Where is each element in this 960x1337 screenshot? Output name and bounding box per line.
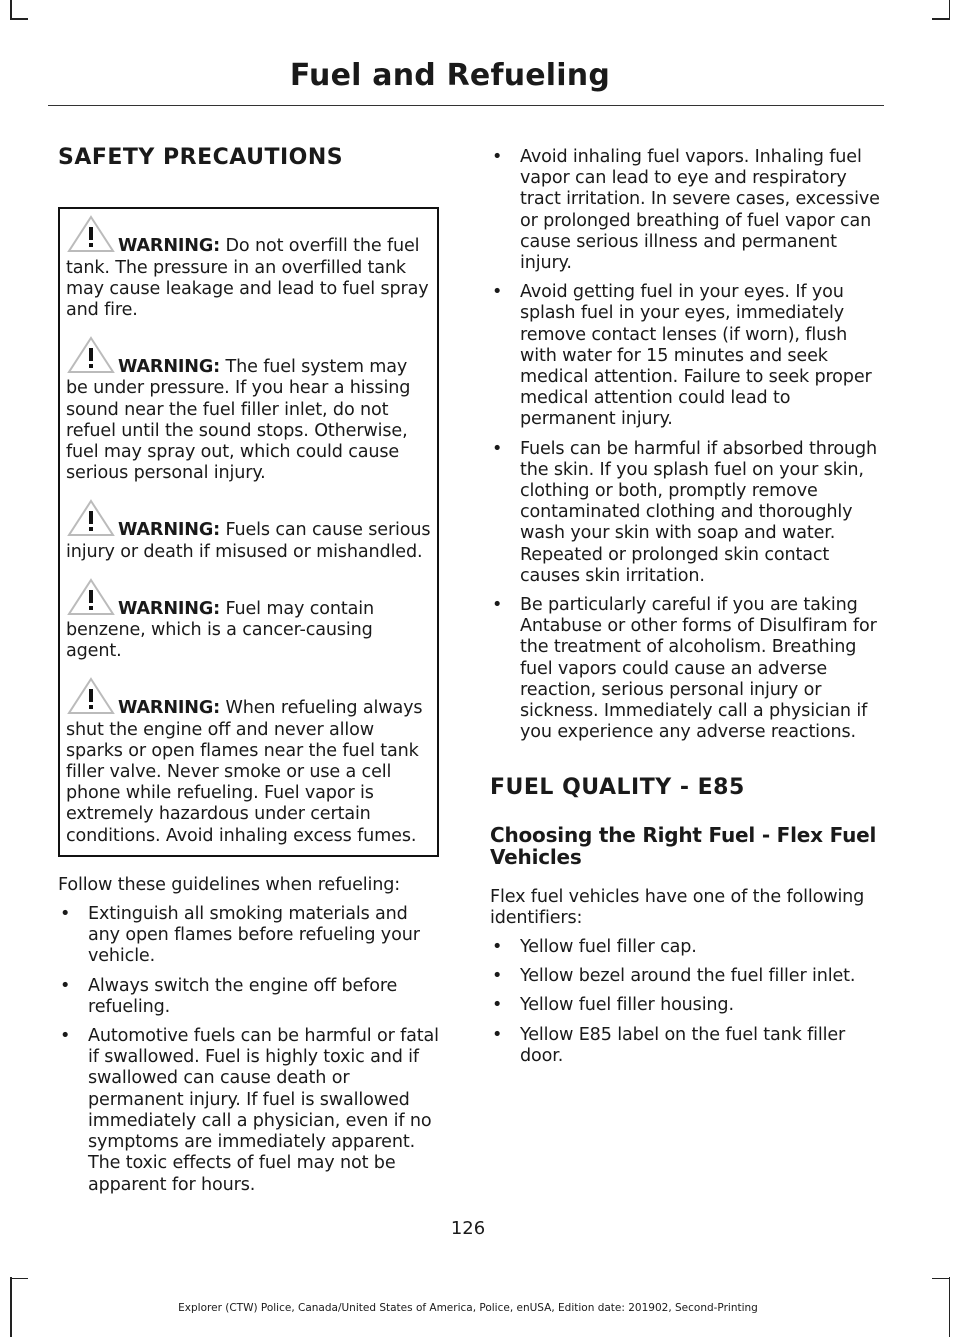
guidelines-intro: Follow these guidelines when refueling: (58, 874, 401, 895)
subsection-heading: Choosing the Right Fuel - Flex Fuel Vehicles (490, 822, 877, 870)
warning-body: The fuel system may be under pressure. If you hear a hissing sound near the fuel filler inlet, do not refuel until the sound stops. Otherwise, fuel may spray out, which could cause serious personal injury. (66, 357, 411, 484)
list-item (490, 1025, 888, 1067)
list-item (490, 937, 888, 958)
warning-item (66, 357, 431, 484)
list-item (490, 439, 888, 587)
list-item (490, 147, 888, 274)
warning-triangle-icon (66, 577, 116, 617)
page-footer: Explorer (CTW) Police, Canada/United States of America, Police, enUSA, Edition date: 201902, Second-Printing (178, 1302, 758, 1314)
bullet: • (492, 282, 503, 303)
list-item (58, 1026, 444, 1196)
warning-text (66, 357, 431, 484)
list-item-text: Be particularly careful if you are taking Antabuse or other forms of Disulfiram for the treatment of alcoholism. Breathing fuel vapors could cause an adverse reaction, serious personal injury or sickness. Immediately call a physician if you experience any adverse reactions. (520, 595, 877, 743)
warning-triangle-icon (66, 335, 116, 375)
list-item-text: Yellow E85 label on the fuel tank filler door. (520, 1024, 846, 1066)
list-item (490, 966, 888, 987)
list-item-text: Extinguish all smoking materials and any open flames before refueling your vehicle. (88, 904, 420, 967)
left-column (58, 145, 444, 1196)
warning-text (66, 520, 431, 562)
warning-label: WARNING: (118, 698, 221, 719)
warning-label: WARNING: (118, 357, 221, 378)
page-number: 126 (450, 1218, 486, 1239)
warning-triangle-icon (66, 498, 116, 538)
warning-body: Fuel may contain benzene, which is a cancer-causing agent. (66, 598, 374, 662)
bullet: • (492, 1024, 503, 1045)
warning-body: Fuels can cause serious injury or death if misused or mishandled. (66, 520, 431, 562)
bullet: • (492, 995, 503, 1016)
section-heading-safety: SAFETY PRECAUTIONS (58, 145, 344, 170)
right-column (490, 147, 888, 1067)
list-item-text: Yellow fuel filler housing. (520, 995, 734, 1016)
warnings-box (58, 207, 439, 856)
section-heading-fuel-quality: FUEL QUALITY - E85 (490, 775, 745, 801)
list-item-text: Yellow fuel filler cap. (520, 937, 697, 958)
list-item-text: Fuels can be harmful if absorbed through the skin. If you splash fuel on your skin, clothing or both, promptly remove contaminated clothing and thoroughly wash your skin with soap and water. Repeated or prolonged skin contact causes skin irritation. (520, 438, 878, 586)
crop-mark (10, 0, 12, 18)
warning-text (66, 236, 431, 321)
list-item-text: Avoid getting fuel in your eyes. If you splash fuel in your eyes, immediately remove contact lenses (if worn), flush with water for 15 minutes and seek medical attention. Failure to seek proper medical attention could lead to permanent injury. (520, 282, 872, 430)
header-divider (48, 105, 884, 106)
crop-mark (949, 1277, 951, 1337)
crop-mark (10, 1278, 28, 1280)
guidelines-list (58, 904, 444, 1196)
list-item (490, 995, 888, 1016)
warning-item (66, 236, 431, 321)
bullet: • (492, 595, 503, 616)
warning-body: Do not overfill the fuel tank. The pressure in an overfilled tank may cause leakage and lead to fuel spray and fire. (66, 236, 429, 320)
warning-text (66, 599, 431, 663)
guidelines-list-continued (490, 147, 888, 743)
identifiers-list (490, 937, 888, 1067)
bullet: • (492, 438, 503, 459)
bullet: • (492, 937, 503, 958)
list-item-text: Always switch the engine off before refueling. (88, 975, 398, 1017)
list-item (58, 904, 444, 968)
crop-mark (10, 18, 28, 20)
bullet: • (492, 147, 503, 167)
list-item (58, 976, 444, 1018)
list-item-text: Avoid inhaling fuel vapors. Inhaling fuel vapor can lead to eye and respiratory tract irritation. In severe cases, excessive or prolonged breathing of fuel vapor can cause serious illness and permanent injury. (520, 147, 880, 274)
page-header-title: Fuel and Refueling (289, 58, 610, 93)
identifiers-intro: Flex fuel vehicles have one of the following identifiers: (490, 886, 865, 928)
list-item-text: Automotive fuels can be harmful or fatal if swallowed. Fuel is highly toxic and if swallowed can cause death or permanent injury. If fuel is swallowed immediately call a physician, even if no symptoms are immediately apparent. The toxic effects of fuel may not be apparent for hours. (88, 1026, 439, 1195)
warning-text (66, 698, 431, 846)
bullet: • (60, 1026, 71, 1047)
warning-triangle-icon (66, 676, 116, 716)
crop-mark (932, 18, 950, 20)
warning-item (66, 698, 431, 846)
warning-label: WARNING: (118, 598, 221, 619)
warning-triangle-icon (66, 214, 116, 254)
list-item (490, 282, 888, 430)
warning-item (66, 520, 431, 562)
warning-label: WARNING: (118, 520, 221, 541)
bullet: • (492, 966, 503, 987)
list-item (490, 595, 888, 743)
warning-item (66, 599, 431, 663)
crop-mark (949, 0, 951, 18)
crop-mark (932, 1278, 950, 1280)
list-item-text: Yellow bezel around the fuel filler inlet. (520, 966, 856, 987)
warning-label: WARNING: (118, 236, 221, 257)
bullet: • (60, 904, 71, 925)
bullet: • (60, 975, 71, 996)
warning-body: When refueling always shut the engine off and never allow sparks or open flames near the fuel tank filler valve. Never smoke or use a cell phone while refueling. Fuel vapor is extremely hazardous under certain conditions. Avoid inhaling excess fumes. (66, 698, 423, 846)
